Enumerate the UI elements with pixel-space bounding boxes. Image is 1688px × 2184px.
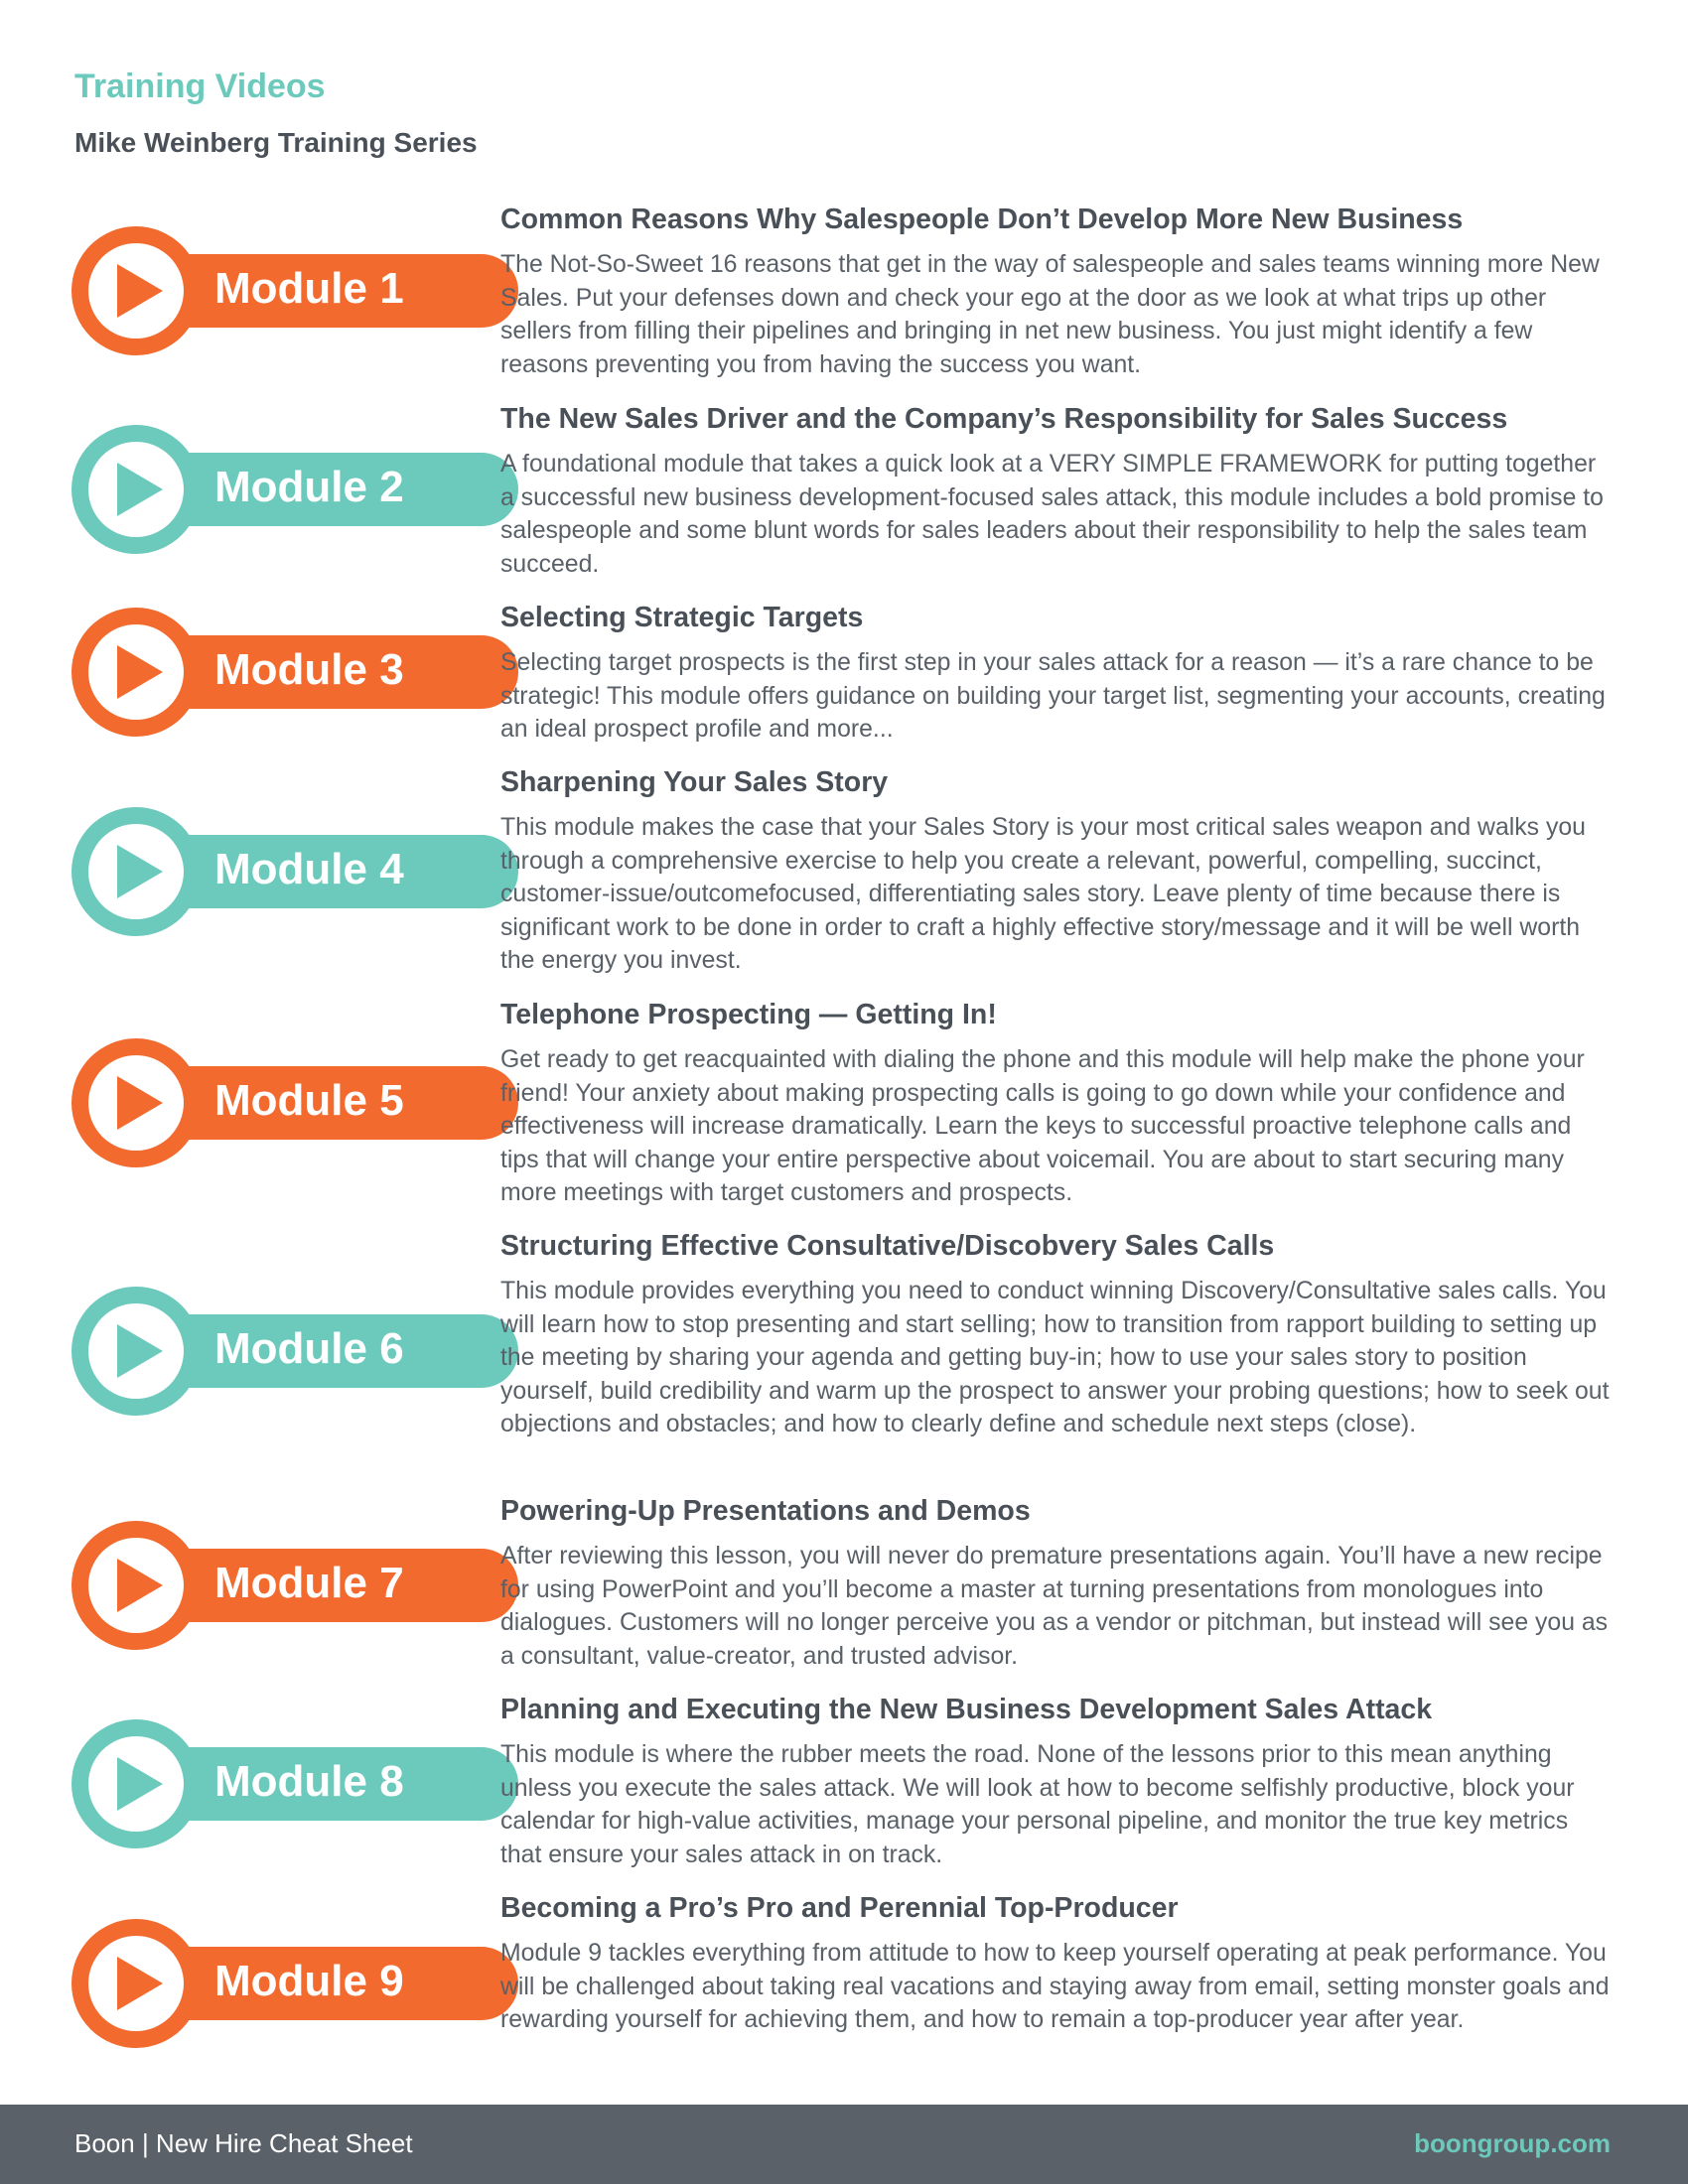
footer-document-name: Boon | New Hire Cheat Sheet (74, 2128, 413, 2158)
module-9-label: Module 9 (214, 1957, 404, 2005)
module-5-description: Get ready to get reacquainted with dialing the phone and this module will help make the phone your friend! Your anxiety about making prospecting calls is going to go down while your confidence and effectiveness will increase dramatically. Learn the keys to successful proactive telephone calls and tips that will change your entire perspective about voicemail. You are about to start securing many more meetings with target customers and prospects. (500, 1046, 1585, 1206)
module-8-label: Module 8 (214, 1757, 404, 1806)
play-icon (117, 1076, 163, 1130)
module-2-text (500, 402, 1613, 581)
module-1-heading: Common Reasons Why Salespeople Don’t Develop More New Business (500, 204, 1464, 235)
play-icon (117, 1559, 163, 1612)
play-icon (117, 845, 163, 898)
footer (0, 2105, 1688, 2184)
module-2-heading: The New Sales Driver and the Company’s Responsibility for Sales Success (500, 403, 1508, 435)
module-8-heading: Planning and Executing the New Business Development Sales Attack (500, 1694, 1433, 1725)
module-3-heading: Selecting Strategic Targets (500, 602, 864, 633)
module-4-description: This module makes the case that your Sales Story is your most critical sales weapon and walks you through a comprehensive exercise to help you create a relevant, powerful, compelling, succinct, customer-issue/outcomefocused, differentiating sales story. Leave plenty of time because there is significant work to be done in order to craft a highly effective story/message and it will be well worth the energy you invest. (500, 814, 1586, 974)
play-icon (117, 1324, 163, 1378)
module-4-heading: Sharpening Your Sales Story (500, 766, 889, 798)
module-3-text (500, 601, 1613, 747)
module-7-heading: Powering-Up Presentations and Demos (500, 1495, 1031, 1527)
module-9-description: Module 9 tackles everything from attitude to how to keep yourself operating at peak performance. You will be challenged about taking real vacations and staying away from email, setting monster goals and rewarding yourself for achieving them, and how to remain a top-producer year after year. (500, 1940, 1610, 2033)
module-3-label: Module 3 (214, 645, 404, 694)
module-1-play-button[interactable] (71, 226, 449, 355)
play-icon (117, 264, 163, 318)
play-icon (117, 463, 163, 516)
module-9-text (500, 1891, 1613, 2037)
module-2-play-button[interactable] (71, 425, 449, 554)
module-4-text (500, 765, 1613, 978)
module-4-label: Module 4 (214, 845, 404, 893)
module-6-play-button[interactable] (71, 1287, 449, 1416)
page-subtitle: Mike Weinberg Training Series (74, 127, 478, 158)
module-1-label: Module 1 (214, 264, 404, 313)
module-5-heading: Telephone Prospecting — Getting In! (500, 999, 997, 1030)
module-3-play-button[interactable] (71, 608, 449, 737)
module-7-label: Module 7 (214, 1559, 404, 1607)
module-9-heading: Becoming a Pro’s Pro and Perennial Top-Producer (500, 1892, 1179, 1924)
module-6-heading: Structuring Effective Consultative/Discobvery Sales Calls (500, 1230, 1275, 1262)
module-2-description: A foundational module that takes a quick look at a VERY SIMPLE FRAMEWORK for putting together a successful new business development-focused sales attack, this module includes a bold promise to salespeople and some blunt words for sales leaders about their responsibility to help the sales team succeed. (500, 451, 1604, 578)
module-2-label: Module 2 (214, 463, 404, 511)
play-icon (117, 1757, 163, 1811)
module-9-play-button[interactable] (71, 1919, 449, 2048)
module-7-description: After reviewing this lesson, you will never do premature presentations again. You’ll have a new recipe for using PowerPoint and you’ll become a master at turning presentations from monologues into dialogues. Customers will no longer perceive you as a vendor or pitchman, but instead will see you as a consultant, value-creator, and trusted advisor. (500, 1543, 1609, 1670)
module-6-text (500, 1229, 1613, 1441)
module-4-play-button[interactable] (71, 807, 449, 936)
module-1-description: The Not-So-Sweet 16 reasons that get in the way of salespeople and sales teams winning more New Sales. Put your defenses down and check your ego at the door as we look at what trips up other sellers from filling their pipelines and bringing in net new business. You just might identify a few reasons preventing you from having the success you want. (500, 251, 1600, 378)
play-icon (117, 1957, 163, 2010)
module-8-text (500, 1693, 1613, 1871)
module-3-description: Selecting target prospects is the first step in your sales attack for a reason — it’s a rare chance to be strategic! This module offers guidance on building your target list, segmenting your accounts, creating an ideal prospect profile and more... (500, 649, 1606, 743)
module-1-text (500, 203, 1613, 381)
page-title: Training Videos (74, 68, 326, 105)
module-5-play-button[interactable] (71, 1038, 449, 1167)
module-6-description: This module provides everything you need to conduct winning Discovery/Consultative sales calls. You will learn how to stop presenting and start selling; how to transition from rapport building to setting up the meeting by sharing your agenda and getting buy-in; how to use your sales story to position yourself, build credibility and warm up the prospect to answer your probing questions; how to seek out objections and obstacles; and how to clearly define and schedule next steps (close). (500, 1278, 1610, 1437)
module-8-description: This module is where the rubber meets the road. None of the lessons prior to this mean anything unless you execute the sales attack. We will look at how to become selfishly productive, block your calendar for high-value activities, manage your personal pipeline, and monitor the true key metrics that ensure your sales attack in on track. (500, 1741, 1575, 1868)
module-5-text (500, 998, 1613, 1210)
module-6-label: Module 6 (214, 1324, 404, 1373)
module-8-play-button[interactable] (71, 1719, 449, 1848)
module-5-label: Module 5 (214, 1076, 404, 1125)
play-icon (117, 645, 163, 699)
module-7-text (500, 1494, 1613, 1673)
footer-website-link[interactable]: boongroup.com (1414, 2128, 1611, 2158)
module-7-play-button[interactable] (71, 1521, 449, 1650)
